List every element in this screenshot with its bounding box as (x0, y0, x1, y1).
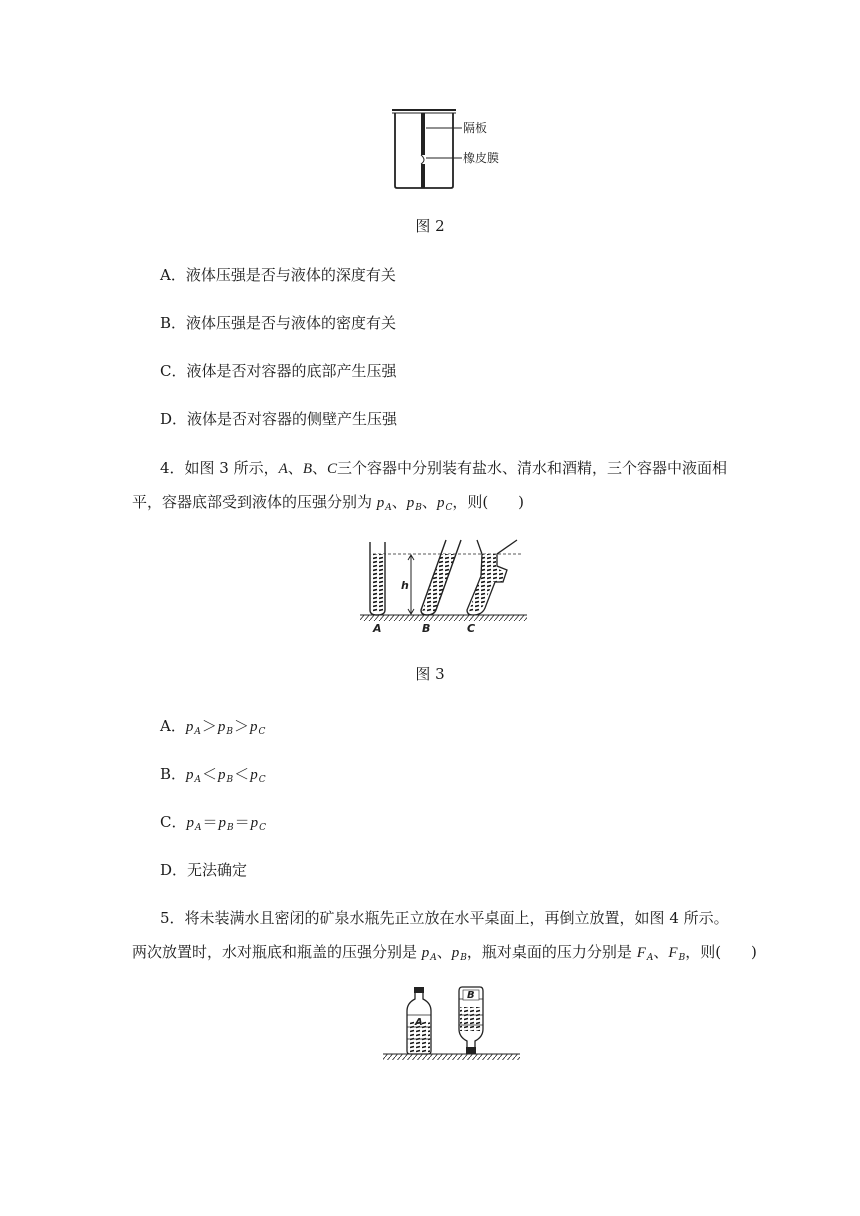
label-divider: 隔板 (463, 121, 488, 135)
figure-3-caption: 图 3 (415, 665, 445, 683)
q3-option-d: D．液体是否对容器的侧壁产生压强 (160, 410, 398, 428)
q3-option-b: B．液体压强是否与液体的密度有关 (160, 314, 397, 332)
q3-option-a: A．液体压强是否与液体的深度有关 (160, 266, 396, 284)
bottle-b-label: B (467, 990, 475, 1001)
bottle-a-label: A (415, 1017, 423, 1028)
q5-stem-line-1: 5．将未装满水且密闭的矿泉水瓶先正立放在水平桌面上，再倒立放置，如图 4 所示。 (160, 909, 729, 927)
label-h: h (401, 579, 409, 592)
label-c: C (467, 622, 476, 635)
figure-2-caption: 图 2 (415, 217, 445, 235)
label-rubber-membrane: 橡皮膜 (463, 151, 500, 165)
q4-option-b: B．$p_A<p_B<p_C$ (160, 765, 266, 785)
figure-4-diagram (380, 985, 530, 1065)
q5-stem-line-2: 两次放置时，水对瓶底和瓶盖的压强分别是 $p_A$、$p_B$，瓶对桌面的压力分别是 $F_A$、$F_B$，则( ) (132, 943, 757, 963)
q4-stem-line-2: 平，容器底部受到液体的压强分别为 $p_A$、$p_B$、$p_C$，则( ) (132, 493, 525, 513)
figure-3-diagram (355, 536, 535, 636)
label-a: A (373, 622, 382, 635)
q3-option-c: C．液体是否对容器的底部产生压强 (160, 362, 397, 380)
q4-stem-line-1: 4．如图 3 所示，A、B、C三个容器中分别装有盐水、清水和酒精，三个容器中液面相 (160, 459, 728, 477)
figure-2-diagram (380, 100, 530, 192)
label-b: B (422, 622, 431, 635)
q4-option-c: C．$p_A=p_B=p_C$ (160, 813, 267, 833)
q4-option-d: D．无法确定 (160, 861, 248, 879)
q4-option-a: A．$p_A>p_B>p_C$ (160, 717, 266, 737)
